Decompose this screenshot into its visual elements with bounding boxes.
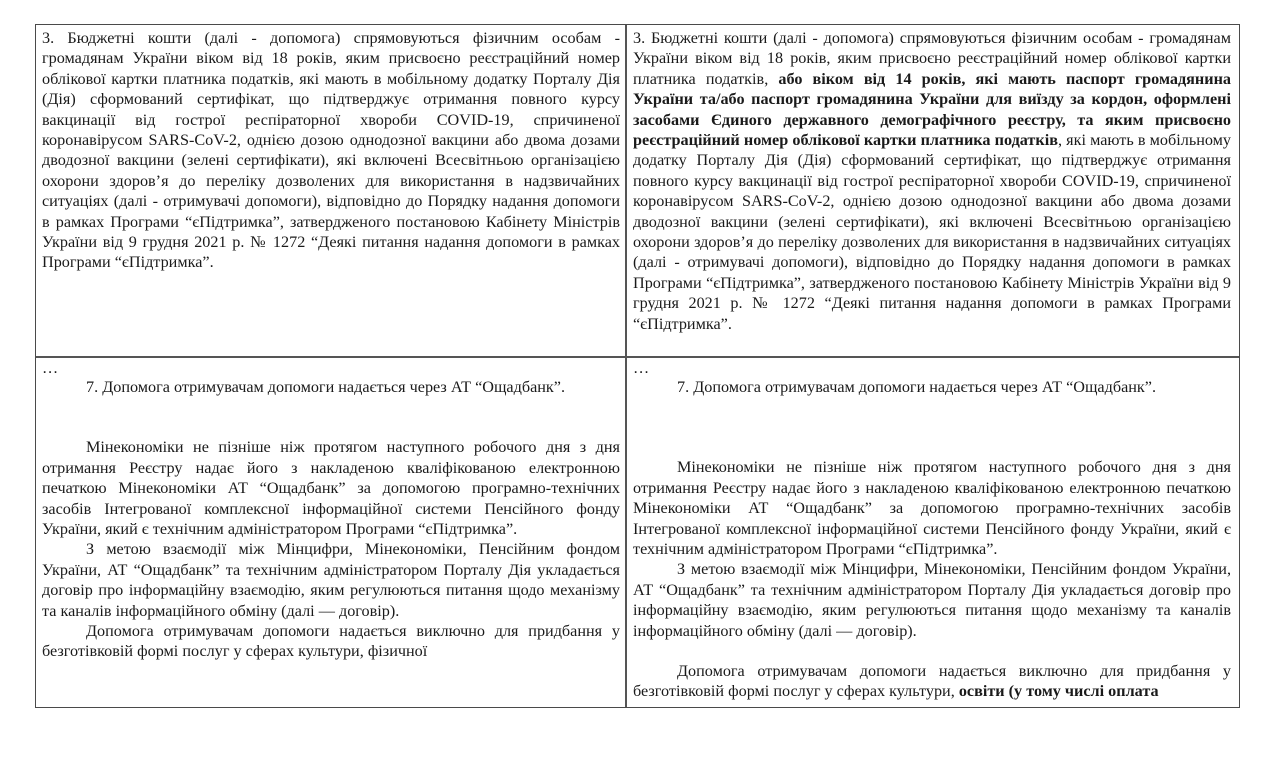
paragraph-mineconomy-proposed: Мінекономіки не пізніше ніж протягом наступного робочого дня з дня отримання Реєстру надає його з накладеною кваліфікованою електронною печаткою Мінекономіки АТ “Ощадбанк” за допомогою програмно-технічних засобів Інтегрованої комплексної інформаційної системи Пенсійного фонду України, який є технічним адміністратором Програми “єПідтримка”. <box>633 458 1231 559</box>
paragraph-3-proposed-bold-insert: або віком від 14 років, які мають паспорт громадянина України та/або паспорт громадянина України для виїзду за кордон, оформлені засобами Єдиного державного демографічного реєстру, та яким присвоєно реєстраційний номер облікової картки платника податків <box>633 69 1231 150</box>
paragraph-3-proposed-part3: , які мають в мобільному додатку Порталу Дія (Дія) сформований сертифікат, що підтверджує отримання повного курсу вакцинації від гострої респіраторної хвороби COVID-19, спричиненої коронавірусом SARS-CoV-2, однією дозою однодозної вакцини або двома дозами дводозної вакцини (зелені сертифікати), які включені Всесвітньою організацією охорони здоров’я до переліку дозволених для використання в надзвичайних ситуаціях (далі - отримувачі допомоги), відповідно до Порядку надання допомоги в рамках Програми “єПідтримка”, затвердженого постановою Кабінету Міністрів України від 9 грудня 2021 р. № 1272 “Деякі питання надання допомоги в рамках Програми “єПідтримка”. <box>633 131 1231 333</box>
cell-row2-proposed-text <box>633 359 1231 705</box>
paragraph-assistance-proposed-start: Допомога отримувачам допомоги надається виключно для придбання у безготівковій формі послуг у сферах культури, <box>633 662 1231 701</box>
cell-row2-current-text <box>42 359 620 705</box>
cell-row1-proposed-text <box>633 28 1231 354</box>
paragraph-assistance-current: Допомога отримувачам допомоги надається виключно для придбання у безготівковій формі послуг у сферах культури, фізичної <box>42 622 620 661</box>
ellipsis: … <box>633 359 651 377</box>
paragraph-7-current: 7. Допомога отримувачам допомоги надається через АТ “Ощадбанк”. <box>86 378 566 396</box>
paragraph-3-current: 3. Бюджетні кошти (далі - допомога) спрямовуються фізичним особам - громадянам України віком від 18 років, яким присвоєно реєстраційний номер облікової картки платника податків, які мають в мобільному додатку Порталу Дія (Дія) сформований сертифікат, що підтверджує отримання повного курсу вакцинації від гострої респіраторної хвороби COVID-19, спричиненої коронавірусом SARS-CoV-2, однією дозою однодозної вакцини або двома дозами дводозної вакцини (зелені сертифікати), які включені Всесвітньою організацією охорони здоров’я до переліку дозволених для використання в надзвичайних ситуаціях (далі - отримувачі допомоги), відповідно до Порядку надання допомоги в рамках Програми “єПідтримка”, затвердженого постановою Кабінету Міністрів України від 9 грудня 2021 р. № 1272 “Деякі питання надання допомоги в рамках Програми “єПідтримка”. <box>42 29 620 272</box>
paragraph-interaction-proposed: З метою взаємодії між Мінцифри, Мінекономіки, Пенсійним фондом України, АТ “Ощадбанк” та технічним адміністратором Порталу Дія укладається договір про інформаційну взаємодію, яким регулюються питання щодо механізму та каналів інформаційного обміну (далі — договір). <box>633 560 1231 640</box>
paragraph-interaction-current: З метою взаємодії між Мінцифри, Мінекономіки, Пенсійним фондом України, АТ “Ощадбанк” та технічним адміністратором Порталу Дія укладається договір про інформаційну взаємодію, яким регулюються питання щодо механізму та каналів інформаційного обміну (далі — договір). <box>42 540 620 620</box>
paragraph-assistance-proposed-bold: освіти (у тому числі оплата <box>958 682 1159 701</box>
paragraph-3-proposed-part1: 3. Бюджетні кошти (далі - допомога) спрямовуються фізичним особам - громадянам України віком від 18 років, яким присвоєно реєстраційний номер облікової картки платника податків, <box>633 29 1231 88</box>
row-divider <box>36 356 1239 358</box>
paragraph-7-proposed: 7. Допомога отримувачам допомоги надається через АТ “Ощадбанк”. <box>677 378 1157 396</box>
cell-row1-current-text <box>42 28 620 354</box>
paragraph-assistance-proposed <box>633 661 1231 702</box>
comparison-table <box>35 24 1240 708</box>
paragraph-mineconomy-current: Мінекономіки не пізніше ніж протягом наступного робочого дня з дня отримання Реєстру надає його з накладеною кваліфікованою електронною печаткою Мінекономіки АТ “Ощадбанк” за допомогою програмно-технічних засобів Інтегрованої комплексної інформаційної системи Пенсійного фонду України, який є технічним адміністратором Програми “єПідтримка”. <box>42 438 620 539</box>
ellipsis: … <box>42 359 60 377</box>
column-divider <box>625 25 627 707</box>
paragraph-3-proposed <box>633 28 1231 334</box>
